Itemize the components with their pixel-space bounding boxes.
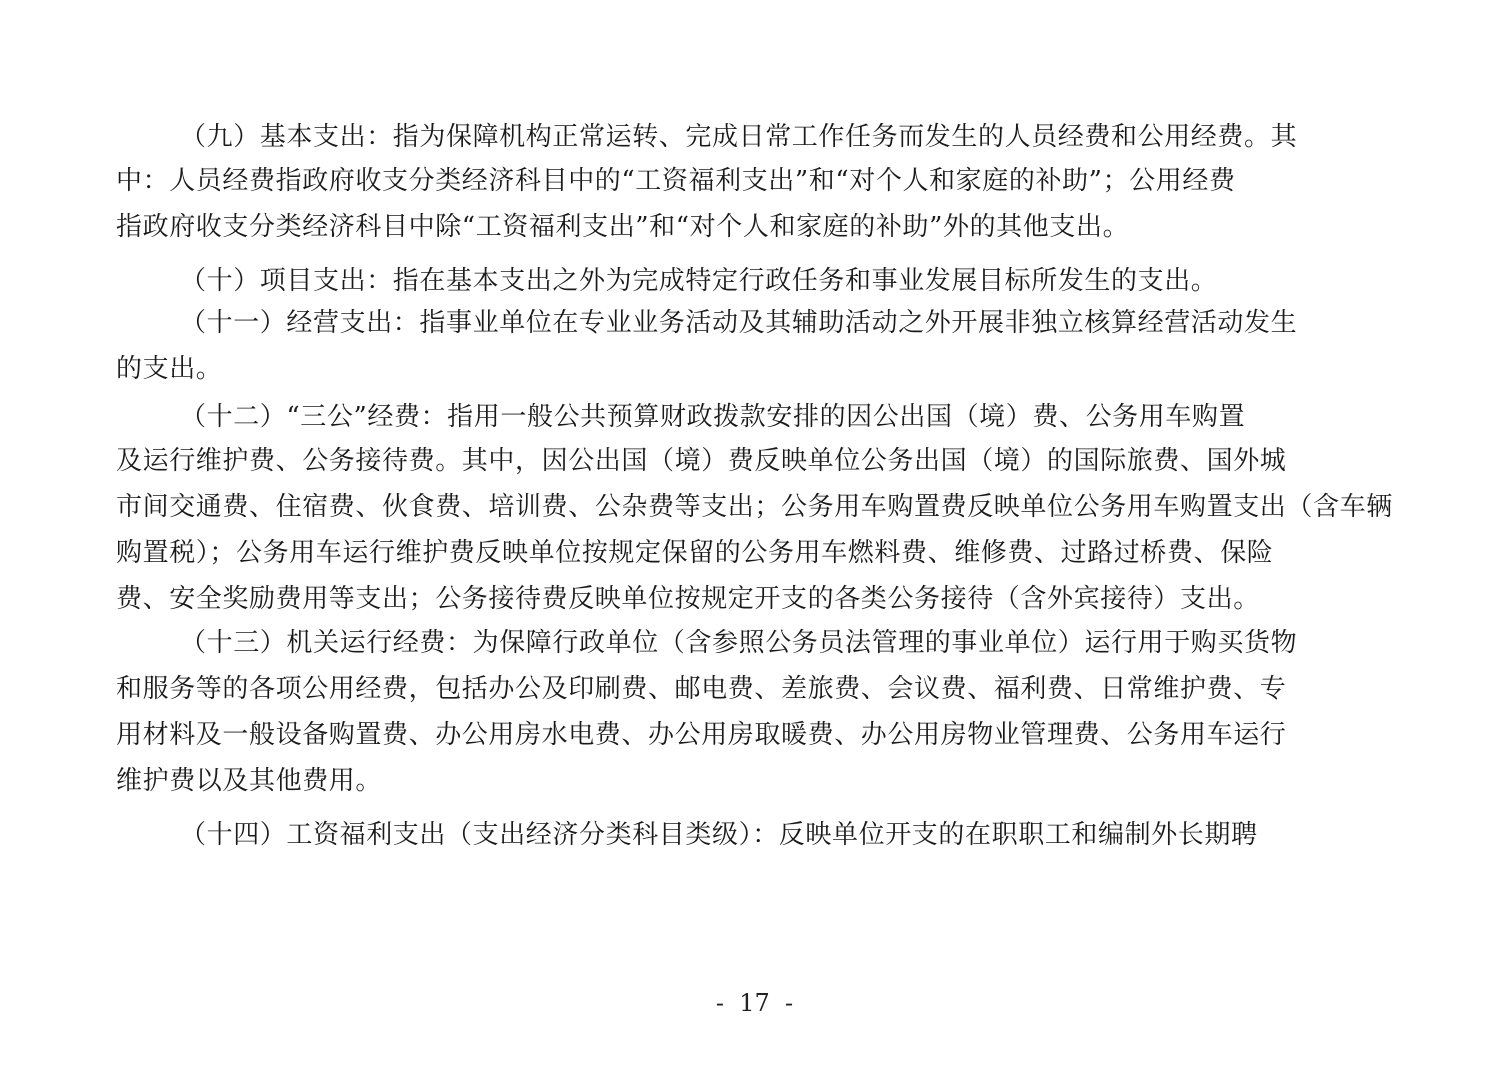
text-line-4: （十）项目支出：指在基本支出之外为完成特定行政任务和事业发展目标所发生的支出。 bbox=[180, 266, 1218, 296]
text-line-10: 购置税）；公务用车运行维护费反映单位按规定保留的公务用车燃料费、维修费、过路过桥费、保险 bbox=[116, 538, 1274, 568]
text-line-7: （十二）“三公”经费：指用一般公共预算财政拨款安排的因公出国（境）费、公务用车购置 bbox=[180, 402, 1246, 432]
text-line-6: 的支出。 bbox=[116, 354, 223, 384]
text-line-3: 指政府收支分类经济科目中除“工资福利支出”和“对个人和家庭的补助”外的其他支出。 bbox=[116, 212, 1130, 242]
text-line-9: 市间交通费、住宿费、伙食费、培训费、公杂费等支出；公务用车购置费反映单位公务用车购置支出（含车辆 bbox=[116, 492, 1393, 522]
text-line-8: 及运行维护费、公务接待费。其中，因公出国（境）费反映单位公务出国（境）的国际旅费、国外城 bbox=[116, 446, 1287, 476]
text-line-5: （十一）经营支出：指事业单位在专业业务活动及其辅助活动之外开展非独立核算经营活动发生 bbox=[180, 308, 1298, 338]
text-line-11: 费、安全奖励费用等支出；公务接待费反映单位按规定开支的各类公务接待（含外宾接待）支出。 bbox=[116, 584, 1260, 614]
text-line-1: （九）基本支出：指为保障机构正常运转、完成日常工作任务而发生的人员经费和公用经费。其 bbox=[180, 122, 1298, 152]
text-line-12: （十三）机关运行经费：为保障行政单位（含参照公务员法管理的事业单位）运行用于购买货物 bbox=[180, 628, 1298, 658]
text-line-16: （十四）工资福利支出（支出经济分类科目类级）：反映单位开支的在职职工和编制外长期聘 bbox=[180, 820, 1258, 850]
page-number: - 17 - bbox=[715, 989, 794, 1017]
text-line-15: 维护费以及其他费用。 bbox=[116, 766, 383, 796]
text-line-13: 和服务等的各项公用经费，包括办公及印刷费、邮电费、差旅费、会议费、福利费、日常维护费、专 bbox=[116, 674, 1287, 704]
text-line-14: 用材料及一般设备购置费、办公用房水电费、办公用房取暖费、办公用房物业管理费、公务用车运行 bbox=[116, 720, 1287, 750]
text-line-2: 中：人员经费指政府收支分类经济科目中的“工资福利支出”和“对个人和家庭的补助”；公用经费 bbox=[116, 166, 1236, 196]
